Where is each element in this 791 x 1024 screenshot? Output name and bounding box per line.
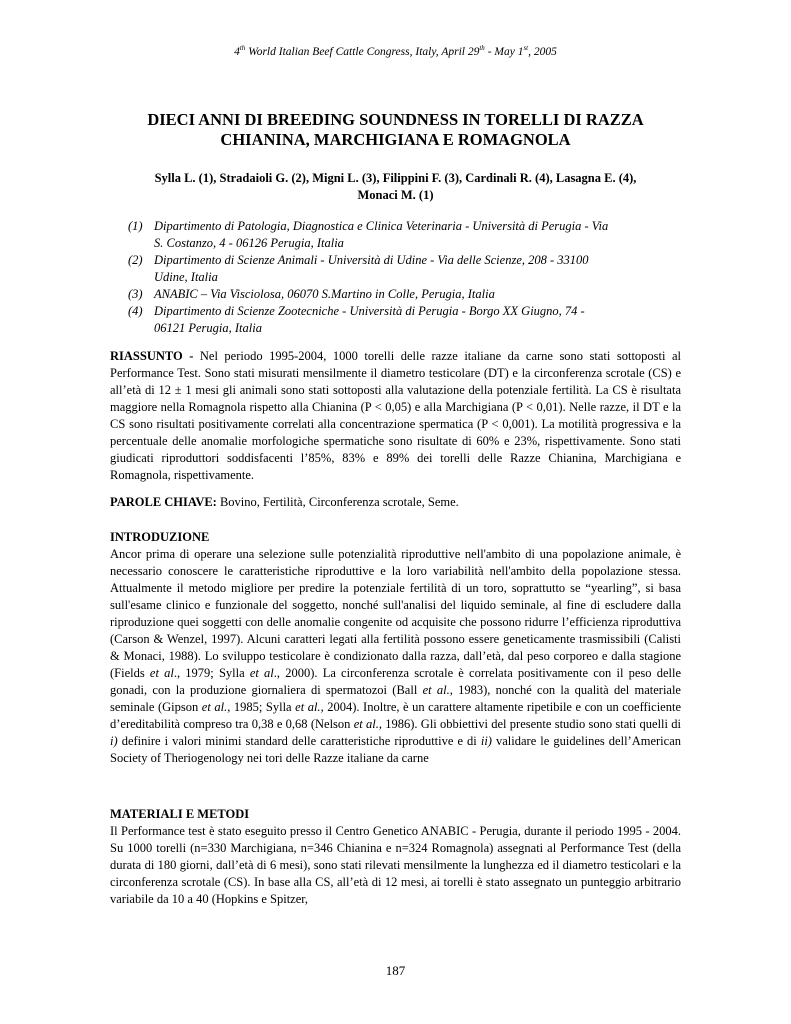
abstract-text: Nel periodo 1995-2004, 1000 torelli delle razze italiane da carne sono stati sottoposti al Performance Test. Sono stati misurati mensilmente il diametro testicolare (DT) e la circonferenza scrotale (CS) e all’età di 12 ± 1 mesi gli animali sono stati sottoposti alla valutazione della potenziale fertilità. La CS è risultata maggiore nella Romagnola rispetto alla Chianina (P < 0,05) e alla Marchigiana (P < 0,01). Nelle razze, il DT e la CS sono risultati positivamente correlati alla concentrazione spermatica (P < 0,001). La motilità progressiva e la percentuale delle anomalie morfologiche spermatiche sono risultate di 60% e 23%, rispettivamente. Sono stati giudicati riproduttori soddisfacenti l’85%, 83% e 89% dei torelli delle Razze Chianina, Marchigiana e Romagnola, rispettivamente.	[110, 349, 682, 482]
methods-section	[110, 806, 681, 908]
section-heading-introduction: INTRODUZIONE	[110, 530, 210, 544]
section-heading-methods: MATERIALI E METODI	[110, 807, 250, 821]
abstract-label: RIASSUNTO -	[110, 349, 194, 363]
affiliation-list	[128, 218, 668, 337]
objective-marker: i)	[110, 734, 118, 748]
affiliation-line: 06121 Perugia, Italia	[154, 321, 262, 335]
intro-text: , 1983), nonché con la qualità del materiale seminale (Gipson	[110, 683, 681, 714]
header-sup: th	[479, 44, 485, 52]
affiliation-number: (4)	[128, 304, 143, 318]
affiliation-line: Dipartimento di Scienze Animali - Università di Udine - Via delle Scienze, 208 - 33100	[154, 253, 589, 267]
abstract-paragraph	[110, 348, 681, 484]
affiliation-item	[128, 303, 668, 337]
methods-paragraph: Il Performance test è stato eseguito presso il Centro Genetico ANABIC - Perugia, durante il periodo 1995 - 2004. Su 1000 torelli (n=330 Marchigiana, n=346 Chianina e n=324 Romagnola) assegnati al Performance Test (della durata di 180 giorni, dall’età di 6 mesi), sono stati rilevati mensilmente la lunghezza ed il diametro testicolari e la circonferenza scrotale (CS). In base alla CS, all’età di 12 mesi, ai torelli è stato assegnato un punteggio arbitrario variabile da 10 a 40 (Hopkins e Spitzer,	[110, 824, 681, 906]
header-part: - May 1	[484, 45, 524, 58]
objective-marker: ii)	[480, 734, 492, 748]
header-sup: th	[239, 44, 246, 52]
intro-text: , 2004). Inoltre, è un carattere altamente ripetibile e con un coefficiente d’ereditabilità compreso tra 0,38 e 0,68 (Nelson	[110, 700, 681, 731]
header-sup: st	[523, 44, 529, 52]
affiliation-line: Dipartimento di Scienze Zootecniche - Università di Perugia - Borgo XX Giugno, 74 -	[154, 304, 585, 318]
affiliation-line: S. Costanzo, 4 - 06126 Perugia, Italia	[154, 236, 344, 250]
affiliation-line: Udine, Italia	[154, 270, 218, 284]
citation-et-al: et al.	[422, 683, 450, 697]
affiliation-item	[128, 286, 668, 303]
intro-text: Ancor prima di operare una selezione sulle potenzialità riproduttive nell'ambito di una popolazione animale, è necessario conoscere le caratteristiche riproduttive e la loro variabilità nell'ambito della popolazione stessa. Attualmente il metodo migliore per predire la potenziale fertilità di un toro, soprattutto se “yearling”, si basa sull'esame clinico e funzionale del soggetto, nonché sull'analisi del liquido seminale, al fine di escludere dalla riproduzione quei soggetti con delle anomalie congenite od acquisite che possono ridurre l’efficienza riproduttiva (Carson & Wenzel, 1997). Alcuni caratteri legati alla fertilità possono essere geneticamente trasmissibili (Calisti & Monaci, 1988). Lo sviluppo testicolare è condizionato dalla razza, dall’età, dal peso corporeo e dalla stagione (Fields	[110, 547, 681, 680]
citation-et-al: et al.	[353, 717, 379, 731]
header-part: World Italian Beef Cattle Congress, Italy, April 29	[245, 45, 480, 58]
title-line-2: CHIANINA, MARCHIGIANA E ROMAGNOLA	[220, 130, 571, 149]
paper-title	[60, 110, 731, 150]
affiliation-line: Dipartimento di Patologia, Diagnostica e Clinica Veterinaria - Università di Perugia - Via	[154, 219, 609, 233]
header-part: 4	[234, 45, 240, 58]
citation-et-al: et al.	[295, 700, 321, 714]
introduction-paragraph	[110, 546, 681, 767]
intro-text: , 1986). Gli obbiettivi del presente studio sono stati quelli di	[378, 717, 681, 731]
intro-text: validare le guidelines dell’American Society of Theriogenology nei tori delle Razze italiane da carne	[110, 734, 681, 765]
citation-et-al: et al.	[201, 700, 228, 714]
keywords-text: Bovino, Fertilità, Circonferenza scrotale, Seme.	[216, 495, 459, 509]
title-line-1: DIECI ANNI DI BREEDING SOUNDNESS IN TORELLI DI RAZZA	[147, 110, 644, 129]
affiliation-number: (2)	[128, 253, 143, 267]
intro-text: ., 2000). La circonferenza scrotale è correlata positivamente con il peso delle gonadi, con la produzione giornaliera di spermatozoi (Ball	[110, 666, 682, 697]
page-number: 187	[385, 963, 406, 978]
keywords-paragraph	[110, 494, 681, 511]
intro-text: , 1985; Sylla	[227, 700, 296, 714]
citation-et-al: et al	[249, 666, 274, 680]
affiliation-number: (1)	[128, 219, 143, 233]
affiliation-number: (3)	[128, 287, 143, 301]
intro-text: definire i valori minimi standard delle caratteristiche riproduttive e di	[117, 734, 481, 748]
affiliation-line: ANABIC – Via Visciolosa, 06070 S.Martino in Colle, Perugia, Italia	[154, 287, 495, 301]
affiliation-item	[128, 218, 668, 252]
running-header	[0, 44, 791, 58]
affiliation-item	[128, 252, 668, 286]
intro-text: ., 1979; Sylla	[173, 666, 250, 680]
author-list	[100, 170, 691, 204]
header-part: , 2005	[528, 45, 557, 58]
introduction-section	[110, 529, 681, 767]
keywords-label: PAROLE CHIAVE:	[110, 495, 217, 509]
citation-et-al: et al	[149, 666, 174, 680]
authors-line-2: Monaci M. (1)	[357, 188, 434, 202]
authors-line-1: Sylla L. (1), Stradaioli G. (2), Migni L. (3), Filippini F. (3), Cardinali R. (4), Lasagna E. (4),	[154, 171, 637, 185]
